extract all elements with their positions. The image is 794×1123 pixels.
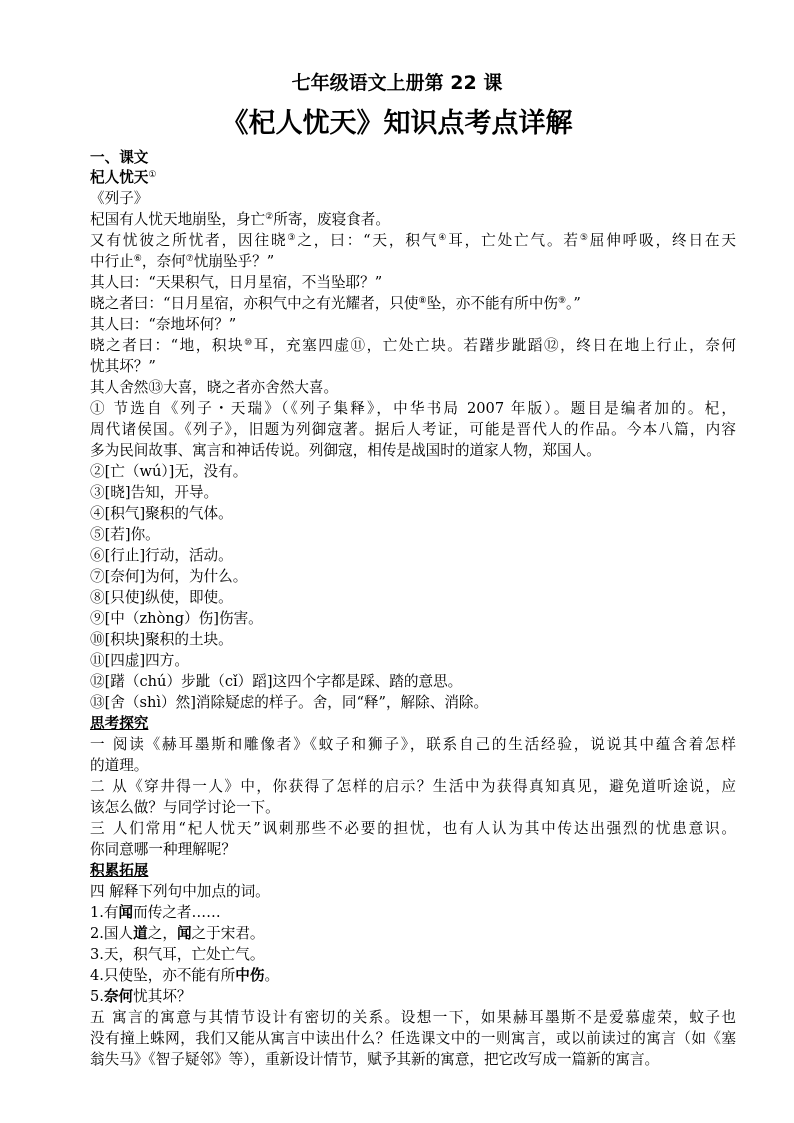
text-segment: 耳，亡处亡气。若 [448,232,580,249]
note-marker: ⑨ [557,296,567,306]
text-segment: 五 寓言的寓意与其情节设计有密切的关系。设想一下，如果赫耳墨斯不是爱慕虚荣，蚊子也 [90,1009,736,1026]
text-segment: 该怎么做？与同学讨论一下。 [90,799,280,816]
bold-text: 杞人忧天 [90,169,149,186]
text-segment: 三 人们常用“杞人忧天”讽刺那些不必要的担忧，也有人认为其中传达出强烈的忧患意识。 [90,820,736,837]
text-line [90,966,736,986]
text-line [90,168,736,188]
text-segment: 忧其坏？” [90,358,156,375]
text-segment: 3.天，积气耳，亡处亡气。 [90,946,265,963]
text-segment: 而传之者…… [133,904,221,921]
note-marker: ⑧ [418,296,427,306]
text-line [90,315,736,335]
text-line [90,735,736,755]
text-line [90,630,736,650]
text-line [90,945,736,965]
text-line [90,819,736,839]
note-marker: ① [148,170,157,180]
text-line [90,861,736,881]
text-line [90,609,736,629]
text-line [90,210,736,230]
text-segment: ⑤[若]你。 [90,526,160,543]
bold-text: 奈何 [103,988,134,1005]
text-line [90,1029,736,1049]
note-marker: ⑩ [244,338,254,348]
text-line [90,903,736,923]
text-line [90,693,736,713]
text-segment: 坠，亦不能有所中伤 [426,295,558,312]
text-segment: 4.只使坠，亦不能有所 [90,967,236,984]
text-segment: 耳，充塞四虚⑪，亡处亡块。若躇步跐蹈⑫，终日在地上行止，奈何 [253,337,736,354]
text-line [90,525,736,545]
text-line [90,672,736,692]
text-segment: ②[亡（wú）]无，没有。 [90,463,248,480]
text-line [90,252,736,272]
text-segment: 其人曰：“奈地坏何？” [90,316,237,333]
text-line [90,1008,736,1028]
text-line [90,756,736,776]
text-segment: 之， [147,925,177,942]
text-segment: 之于宋君。 [191,925,265,942]
text-line [90,840,736,860]
text-line [90,420,736,440]
bold-text: 闻 [118,904,134,921]
bold-text: 思考探究 [90,715,149,732]
text-line [90,462,736,482]
bold-text: 积累拓展 [90,862,149,879]
text-line [90,357,736,377]
bold-text: 道 [133,925,148,942]
text-segment: 中行止 [90,253,134,270]
text-segment: ⑧[只使]纵使，即使。 [90,589,233,606]
text-segment: ③[晓]告知，开导。 [90,484,219,501]
text-line [90,441,736,461]
text-line [90,399,736,419]
text-segment: 一 阅读《赫耳墨斯和雕像者》《蚊子和狮子》，联系自己的生活经验，说说其中蕴含着怎样 [90,736,736,753]
bold-text: 一、课文 [90,149,149,166]
note-marker: ② [265,212,274,222]
text-segment: ⑦[奈何]为何，为什么。 [90,568,248,585]
text-segment: 所寄，废寝食者。 [273,211,390,228]
text-segment: 2.国人 [90,925,134,942]
document-subtitle: 《杞人忧天》知识点考点详解 [221,108,573,139]
text-segment: ⑩[积块]聚积的土块。 [90,631,233,648]
text-segment: 。” [566,295,581,312]
text-segment: 你同意哪一种理解呢？ [90,841,236,858]
text-line [90,273,736,293]
note-marker: ③ [287,233,298,243]
text-line [90,588,736,608]
text-segment: ⑨[中（zhòng）伤]伤害。 [90,610,263,627]
text-line [90,882,736,902]
text-segment: 二 从《穿井得一人》中，你获得了怎样的启示？生活中为获得真知真见，避免道听途说，应 [90,778,736,795]
text-segment: 晓之者曰：“地，积块 [90,337,245,354]
text-segment: ⑪[四虚]四方。 [90,652,189,669]
text-segment: 其人曰：“天果积气，日月星宿，不当坠耶？” [90,274,383,291]
note-marker: ④ [438,233,449,243]
text-line [90,924,736,944]
text-segment: 忧崩坠乎？” [193,253,275,270]
text-line [90,378,736,398]
document-title: 七年级语文上册第 22 课 [291,72,503,94]
bold-text: 闻 [176,925,192,942]
text-line [90,189,736,209]
text-line [90,1050,736,1070]
text-segment: 周代诸侯国。《列子》，旧题为列御寇著。据后人考证，可能是晋代人的作品。今本八篇，内容 [90,421,736,438]
text-line [90,148,736,168]
text-line [90,546,736,566]
text-line [90,231,736,251]
text-segment: 没有撞上蛛网，我们又能从寓言中读出什么？任选课文中的一则寓言，或以前读过的寓言（如《塞 [90,1030,736,1047]
text-line [90,567,736,587]
text-segment: 之，曰：“天，积气 [297,232,439,249]
note-marker: ⑦ [185,254,194,264]
text-segment: ⑫[躇（chú）步跐（cǐ）蹈]这四个字都是踩、踏的意思。 [90,673,463,690]
text-line [90,336,736,356]
text-segment: ① 节选自《列子・天瑞》（《列子集释》，中华书局 2007 年版）。题目是编者加的。杞， [90,400,736,417]
note-marker: ⑤ [579,233,590,243]
text-segment: 又有忧彼之所忧者，因往晓 [90,232,288,249]
text-line [90,651,736,671]
text-segment: 其人舍然⑬大喜，晓之者亦舍然大喜。 [90,379,339,396]
text-segment: ⑬[舍（shì）然]消除疑虑的样子。舍，同“释”，解除、消除。 [90,694,489,711]
text-segment: 翁失马》《智子疑邻》等），重新设计情节，赋予其新的寓意，把它改写成一篇新的寓言。 [90,1051,660,1068]
text-segment: 。 [264,967,280,984]
text-segment: 多为民间故事、寓言和神话传说。列御寇，相传是战国时的道家人物，郑国人。 [90,442,601,459]
text-line [90,777,736,797]
text-segment: 忧其坏？ [133,988,192,1005]
text-segment: ④[积气]聚积的气体。 [90,505,233,522]
text-line [90,294,736,314]
text-segment: ⑥[行止]行动，活动。 [90,547,233,564]
text-segment: 1.有 [90,904,119,921]
text-segment: 四 解释下列句中加点的词。 [90,883,270,900]
text-line [90,483,736,503]
text-segment: 屈伸呼吸，终日在天 [589,232,736,249]
text-line [90,987,736,1007]
text-line [90,798,736,818]
text-segment: 的道理。 [90,757,149,774]
text-segment: ，奈何 [141,253,186,270]
text-line [90,714,736,734]
note-marker: ⑥ [133,254,142,264]
text-segment: 晓之者曰：“日月星宿，亦积气中之有光耀者，只使 [90,295,419,312]
text-segment: 杞国有人忧天地崩坠，身亡 [90,211,266,228]
text-segment: 5. [90,988,104,1005]
text-line [90,504,736,524]
bold-text: 中伤 [235,967,265,984]
text-segment: 《列子》 [90,190,149,207]
